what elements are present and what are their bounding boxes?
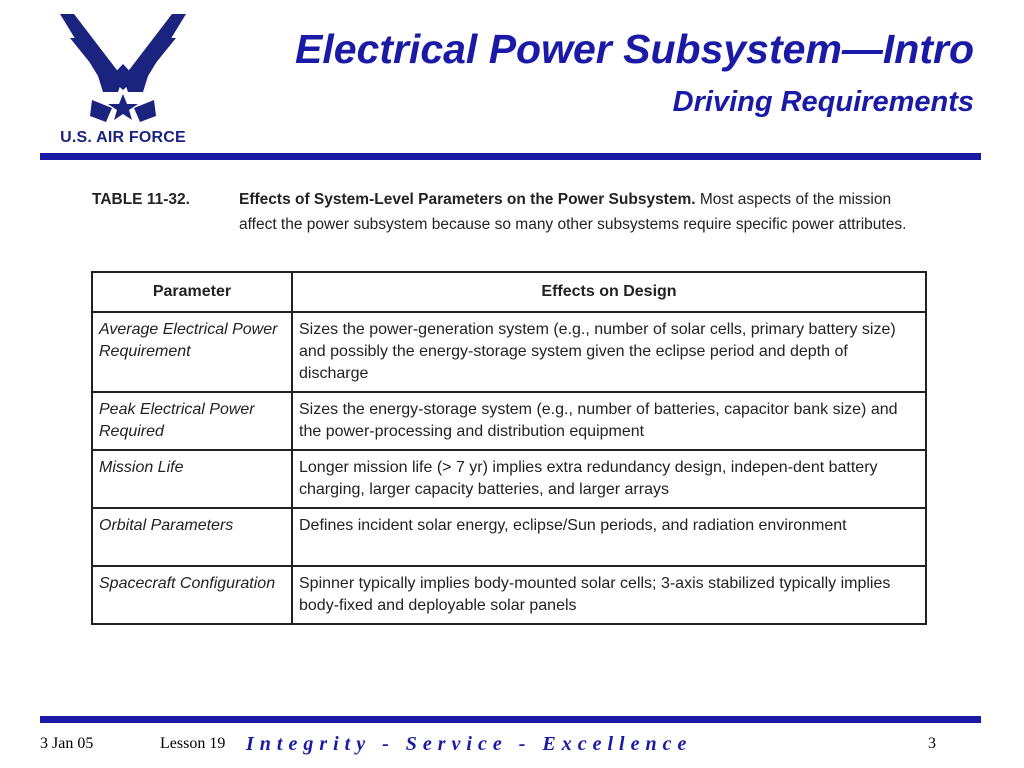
caption-heading: Effects of System-Level Parameters on the Power Subsystem. xyxy=(239,191,696,208)
table-number: TABLE 11-32. xyxy=(92,191,190,208)
table-header-row xyxy=(92,272,926,312)
page-subtitle: Driving Requirements xyxy=(672,86,974,118)
footer-date: 3 Jan 05 xyxy=(40,735,94,752)
footer-motto: Integrity - Service - Excellence xyxy=(246,733,693,755)
effect-cell: Spinner typically implies body-mounted solar cells; 3-axis stabilized typically implies body-fixed and deployable solar panels xyxy=(292,566,926,624)
footer-divider xyxy=(40,716,981,723)
parameter-cell: Spacecraft Configuration xyxy=(92,566,292,624)
effect-cell: Sizes the energy-storage system (e.g., number of batteries, capacitor bank size) and the power-processing and distribution equipment xyxy=(292,392,926,450)
table-row xyxy=(92,312,926,392)
parameters-table xyxy=(91,271,927,625)
effect-cell: Longer mission life (> 7 yr) implies extra redundancy design, indepen-dent battery charging, larger capacity batteries, and larger arrays xyxy=(292,450,926,508)
parameter-cell: Peak Electrical Power Required xyxy=(92,392,292,450)
parameter-cell: Mission Life xyxy=(92,450,292,508)
footer-lesson: Lesson 19 xyxy=(160,735,226,752)
header-divider xyxy=(40,153,981,160)
page-number: 3 xyxy=(928,735,936,752)
column-header-effects: Effects on Design xyxy=(292,272,926,312)
table-row xyxy=(92,508,926,566)
air-force-logo-icon xyxy=(40,8,206,148)
parameter-cell: Orbital Parameters xyxy=(92,508,292,566)
caption-text: Most aspects of the mission affect the power subsystem because so many other subsystems require specific power attributes. xyxy=(239,191,907,233)
effect-cell: Defines incident solar energy, eclipse/Sun periods, and radiation environment xyxy=(292,508,926,566)
logo-text: U.S. AIR FORCE xyxy=(60,129,186,146)
parameter-cell: Average Electrical Power Requirement xyxy=(92,312,292,392)
effect-cell: Sizes the power-generation system (e.g., number of solar cells, primary battery size) and possibly the energy-storage system given the eclipse period and depth of discharge xyxy=(292,312,926,392)
table-row xyxy=(92,450,926,508)
table-row xyxy=(92,392,926,450)
caption-body xyxy=(239,187,932,237)
table-caption xyxy=(92,187,932,237)
column-header-parameter: Parameter xyxy=(92,272,292,312)
table-row xyxy=(92,566,926,624)
page-title: Electrical Power Subsystem—Intro xyxy=(294,26,974,72)
